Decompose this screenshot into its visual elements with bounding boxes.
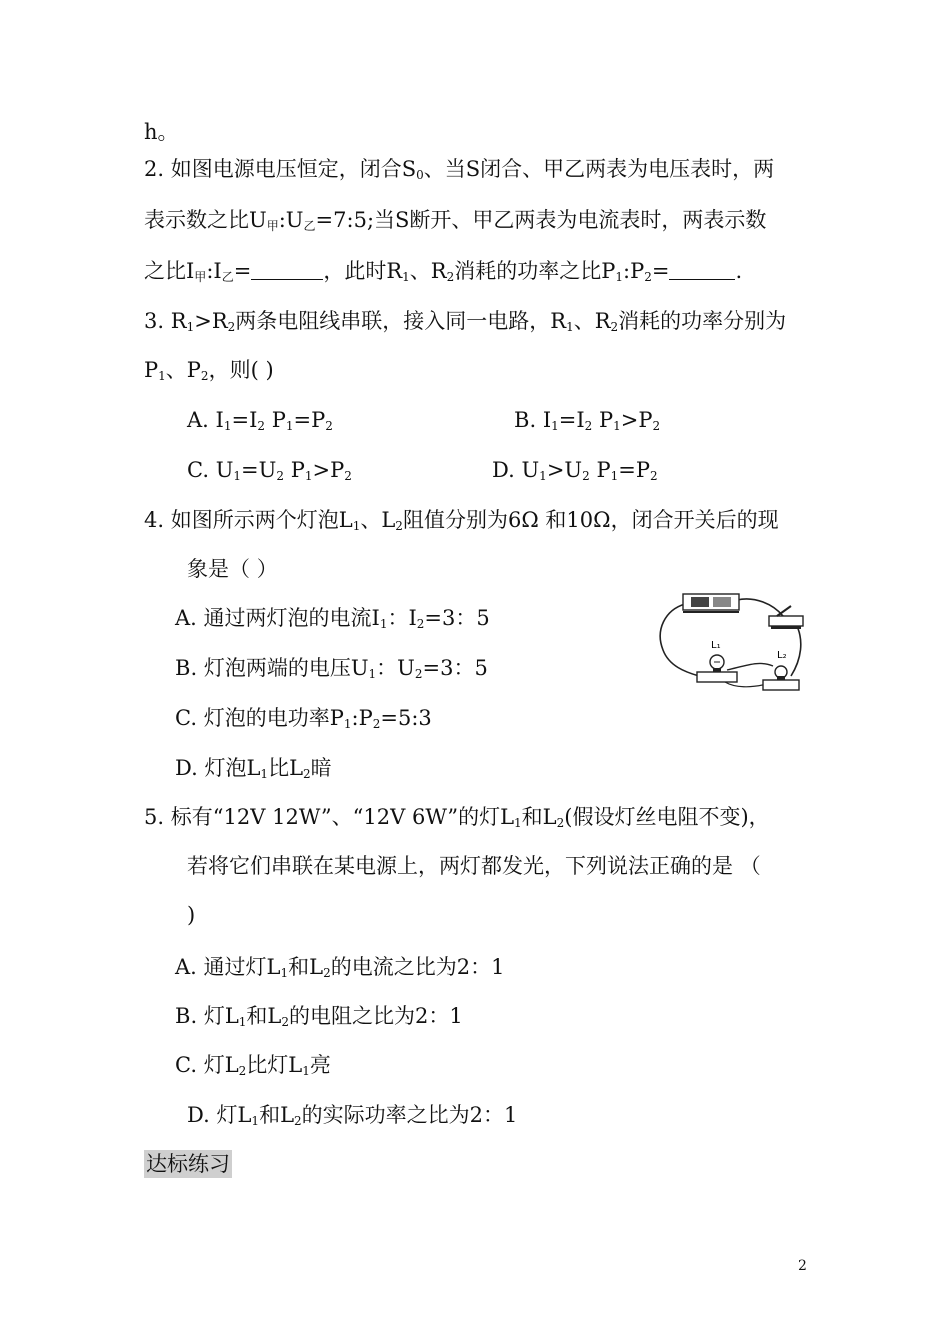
question-3-line-2: $P_1$、$P_2$，则( ) [144, 358, 274, 383]
page-number: 2 [798, 1258, 807, 1274]
question-2-text-a: 之比$I_甲:I_乙=$ [144, 259, 252, 284]
question-2-line-2: 表示数之比$U_甲:U_乙=7:5$;当S断开、甲乙两表为电流表时，两表示数 [144, 208, 767, 233]
wire-left [660, 604, 699, 676]
question-5-option-d: D. 灯$L_1$和$L_2$的实际功率之比为2：1 [187, 1103, 518, 1128]
label-l1: L₁ [711, 640, 721, 651]
text-line-fragment: h。 [144, 120, 179, 144]
question-4-option-b: B. 灯泡两端的电压$U_1$：$U_2=3$：5 [175, 656, 488, 681]
answer-blank-current-ratio [251, 261, 323, 280]
circuit-diagram [655, 590, 815, 700]
question-3-option-d: D. $U_1>U_2$ $P_1=P_2$ [492, 458, 658, 483]
question-3-option-b: B. $I_1=I_2$ $P_1>P_2$ [514, 408, 661, 433]
battery-pack [683, 594, 739, 612]
question-2-line-1: 2. 如图电源电压恒定，闭合$S_0$、当S闭合、甲乙两表为电压表时，两 [144, 157, 775, 182]
question-5-option-a: A. 通过灯$L_1$和$L_2$的电流之比为2：1 [175, 955, 505, 980]
section-heading: 达标练习 [146, 1152, 230, 1176]
question-4-line-1: 4. 如图所示两个灯泡$L_1$、$L_2$阻值分别为6Ω 和10Ω，闭合开关后的现 [144, 508, 779, 533]
wire-top [737, 599, 783, 616]
question-4-line-2: 象是（ ） [187, 557, 278, 581]
question-2-line-3 [144, 257, 742, 285]
question-5-line-1: 5. 标有“12V 12W”、“12V 6W”的灯$L_1$和$L_2$(假设灯丝电阻不变)， [144, 805, 770, 830]
question-5-option-b: B. 灯$L_1$和$L_2$的电阻之比为2：1 [175, 1004, 463, 1029]
question-5-line-2: 若将它们串联在某电源上，两灯都发光，下列说法正确的是 （ [187, 854, 761, 878]
wire-bottom [725, 682, 767, 687]
question-4-option-a: A. 通过两灯泡的电流$I_1$：$I_2=3$：5 [175, 606, 490, 631]
question-3-option-c: C. $U_1=U_2$ $P_1>P_2$ [187, 458, 352, 483]
question-3-line-1: 3. $R_1>R_2$两条电阻线串联，接入同一电路，$R_1$、$R_2$消耗的功率分别为 [144, 309, 787, 334]
question-5-line-3: ) [187, 903, 196, 927]
question-2-text-c: . [735, 259, 743, 283]
question-4-option-c: C. 灯泡的电功率$P_1:P_2=5:3$ [175, 706, 432, 731]
switch [769, 606, 803, 629]
lamp-l2 [763, 666, 799, 690]
question-5-option-c: C. 灯$L_2$比灯$L_1$亮 [175, 1053, 331, 1078]
question-2-text-b: ，此时$R_1$、$R_2$消耗的功率之比$P_1:P_2=$ [323, 259, 670, 284]
wire-middle [727, 663, 773, 670]
label-l2: L₂ [777, 650, 787, 661]
answer-blank-power-ratio [669, 261, 735, 280]
wire-right [791, 622, 801, 676]
question-4-option-d: D. 灯泡$L_1$比$L_2$暗 [175, 756, 332, 781]
question-3-option-a: A. $I_1=I_2$ $P_1=P_2$ [187, 408, 333, 433]
